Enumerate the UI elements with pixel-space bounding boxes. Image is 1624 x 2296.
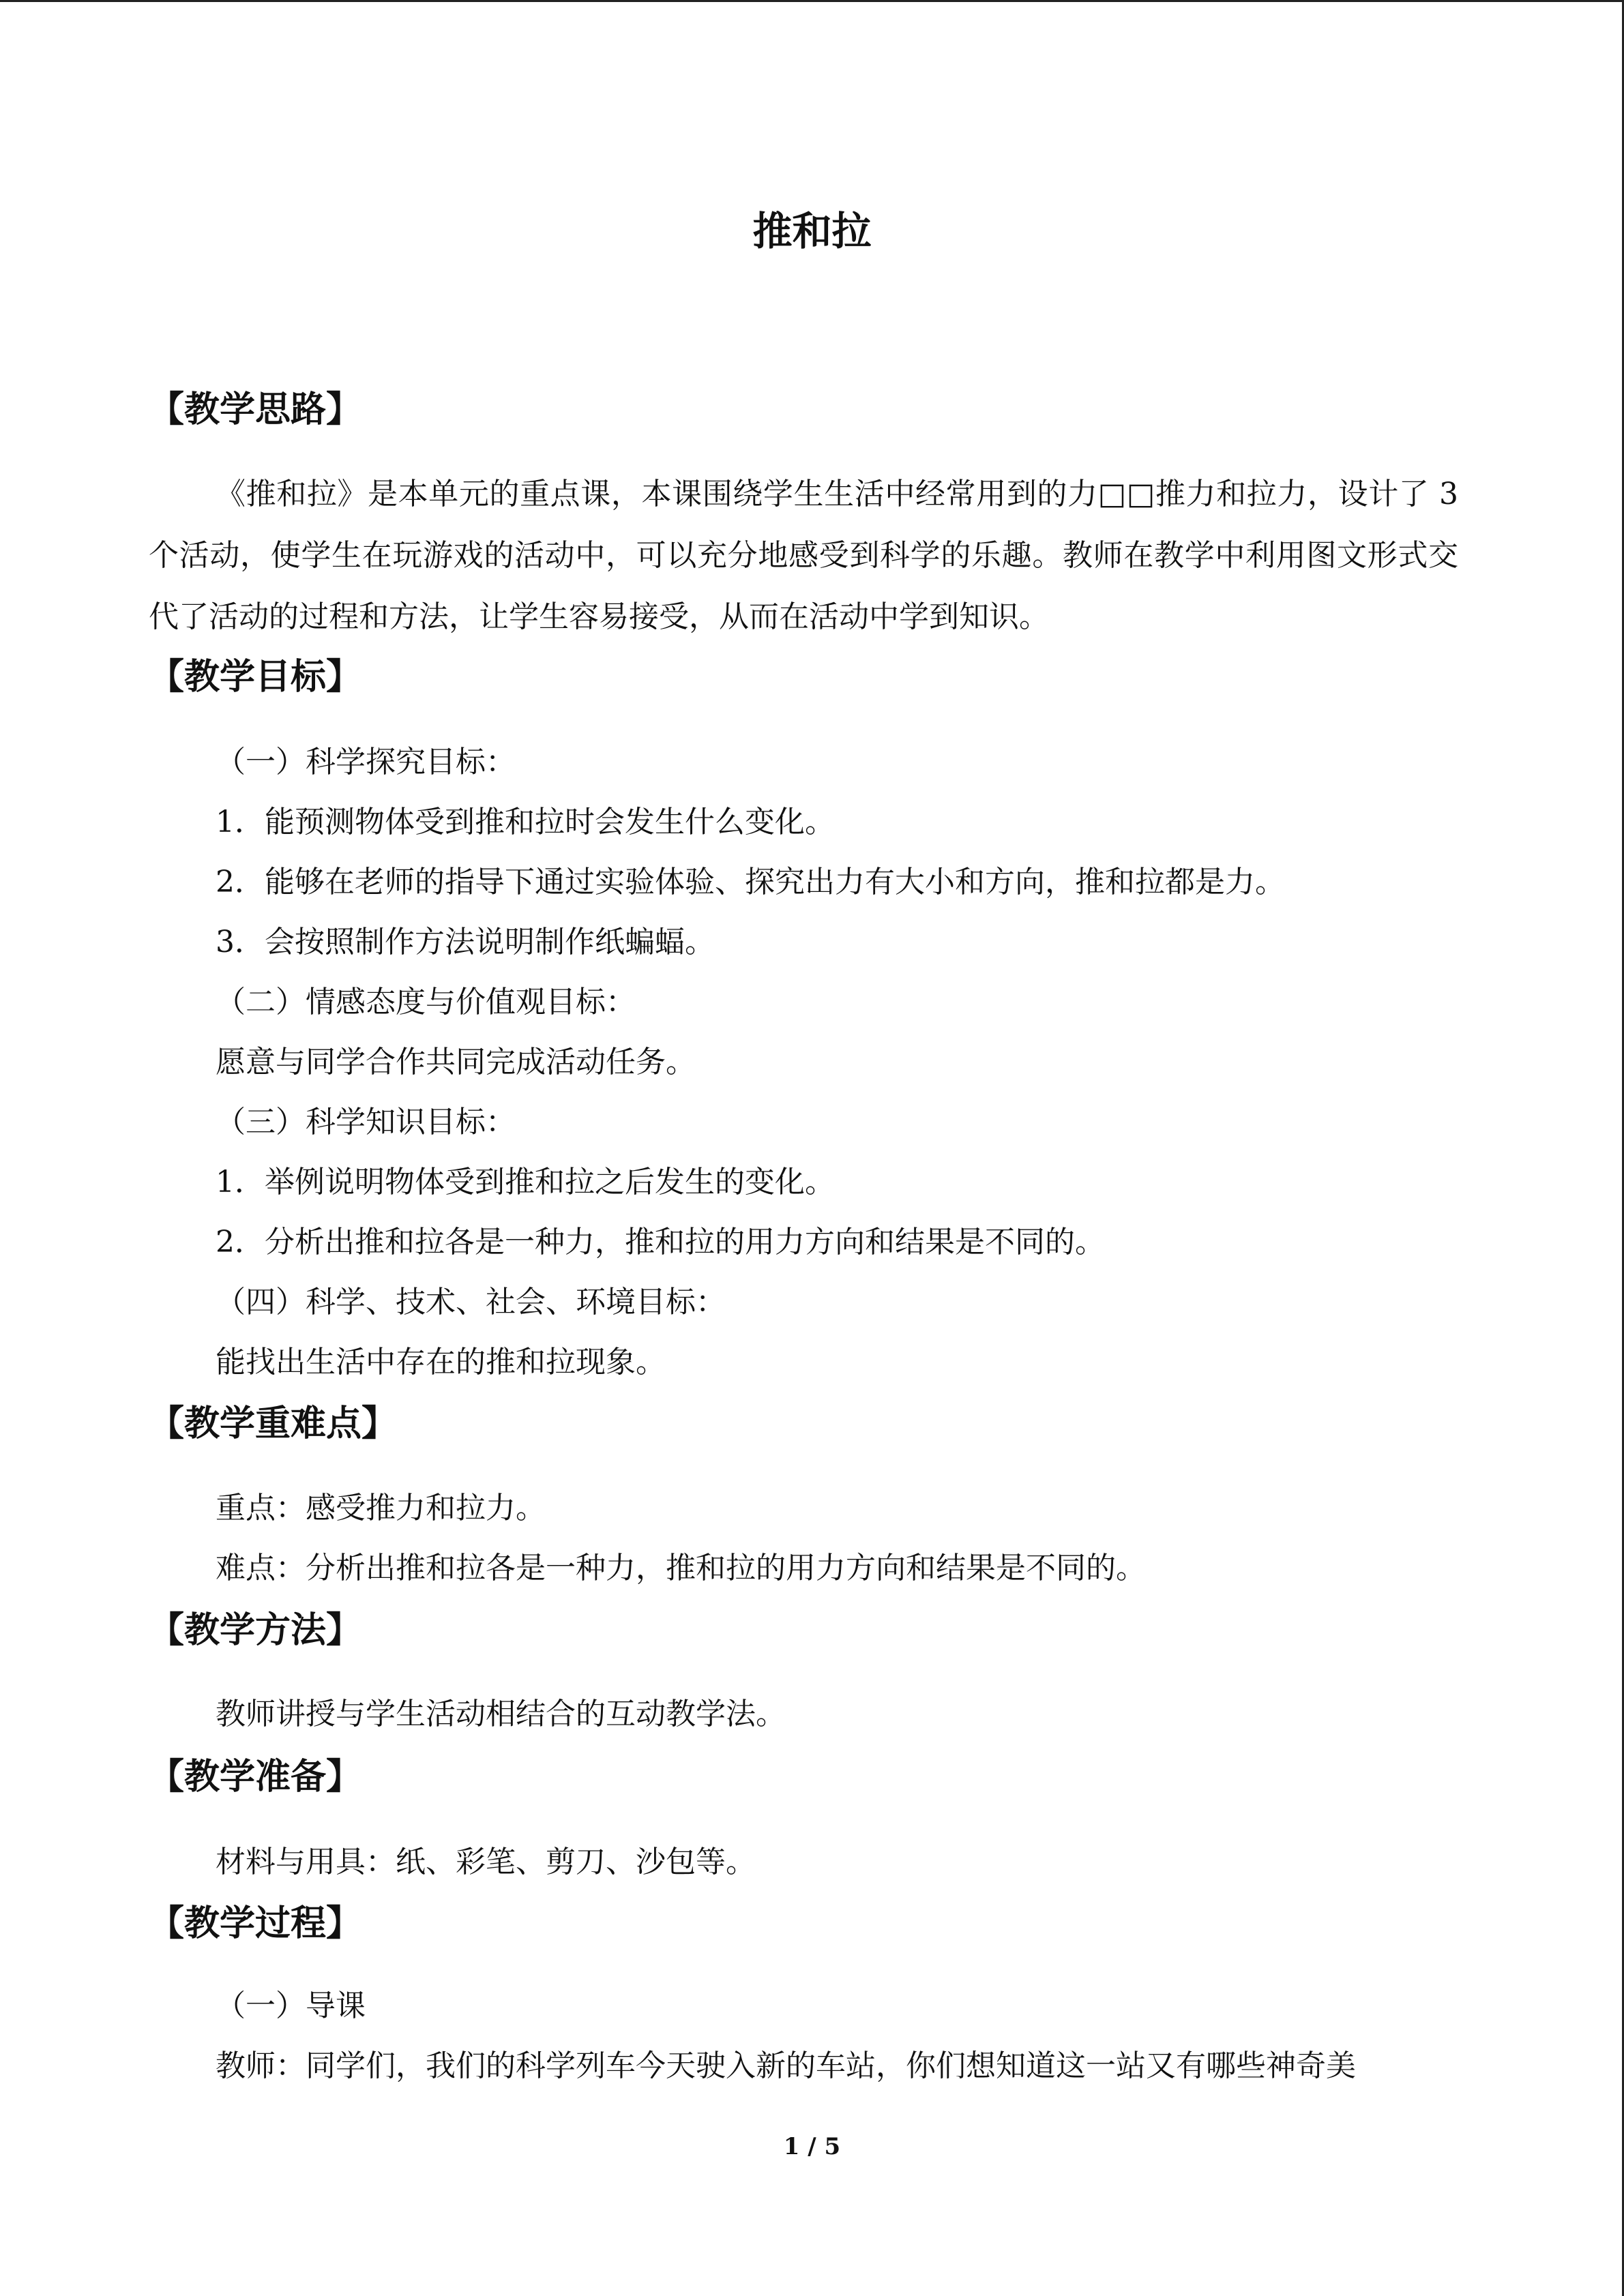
goal-line: （三）科学知识目标： [216,1105,516,1139]
goal-line: 2．能够在老师的指导下通过实验体验、探究出力有大小和方向，推和拉都是力。 [216,865,1285,899]
key-point-line: 重点：感受推力和拉力。 [216,1491,546,1525]
process-line: 教师：同学们，我们的科学列车今天驶入新的车站，你们想知道这一站又有哪些神奇美 [216,2048,1356,2083]
goal-line: （二）情感态度与价值观目标： [216,985,636,1019]
section-heading-goals: 【教学目标】 [149,656,362,698]
goal-line: 1．能预测物体受到推和拉时会发生什么变化。 [216,805,835,839]
method-line: 教师讲授与学生活动相结合的互动教学法。 [216,1697,786,1731]
key-point-line: 难点：分析出推和拉各是一种力，推和拉的用力方向和结果是不同的。 [216,1551,1146,1585]
goal-line: 1．举例说明物体受到推和拉之后发生的变化。 [216,1165,835,1199]
page-border-top [0,0,1624,2]
approach-paragraph: 《推和拉》是本单元的重点课，本课围绕学生生活中经常用到的力□□推力和拉力，设计了 3 个活动，使学生在玩游戏的活动中，可以充分地感受到科学的乐趣。教师在教学中利用图文形式交代了活动的过程和方法，让学生容易接受，从而在活动中学到知识。 [149,477,1458,634]
section-heading-preparation: 【教学准备】 [149,1756,362,1798]
goal-line: 3．会按照制作方法说明制作纸蝙蝠。 [216,925,715,959]
goal-line: （四）科学、技术、社会、环境目标： [216,1285,726,1320]
goal-line: 愿意与同学合作共同完成活动任务。 [216,1045,696,1079]
goal-line: 2．分析出推和拉各是一种力，推和拉的用力方向和结果是不同的。 [216,1225,1105,1259]
goal-line: （一）科学探究目标： [216,745,516,779]
process-line: （一）导课 [216,1988,366,2023]
section-heading-key-points: 【教学重难点】 [149,1403,398,1444]
page-number: 1 / 5 [783,2133,841,2160]
section-heading-approach: 【教学思路】 [149,389,362,430]
preparation-line: 材料与用具：纸、彩笔、剪刀、沙包等。 [216,1845,756,1879]
goal-line: 能找出生活中存在的推和拉现象。 [216,1345,666,1380]
document-title: 推和拉 [752,208,872,254]
section-heading-method: 【教学方法】 [149,1609,362,1651]
section-heading-process: 【教学过程】 [149,1903,362,1944]
